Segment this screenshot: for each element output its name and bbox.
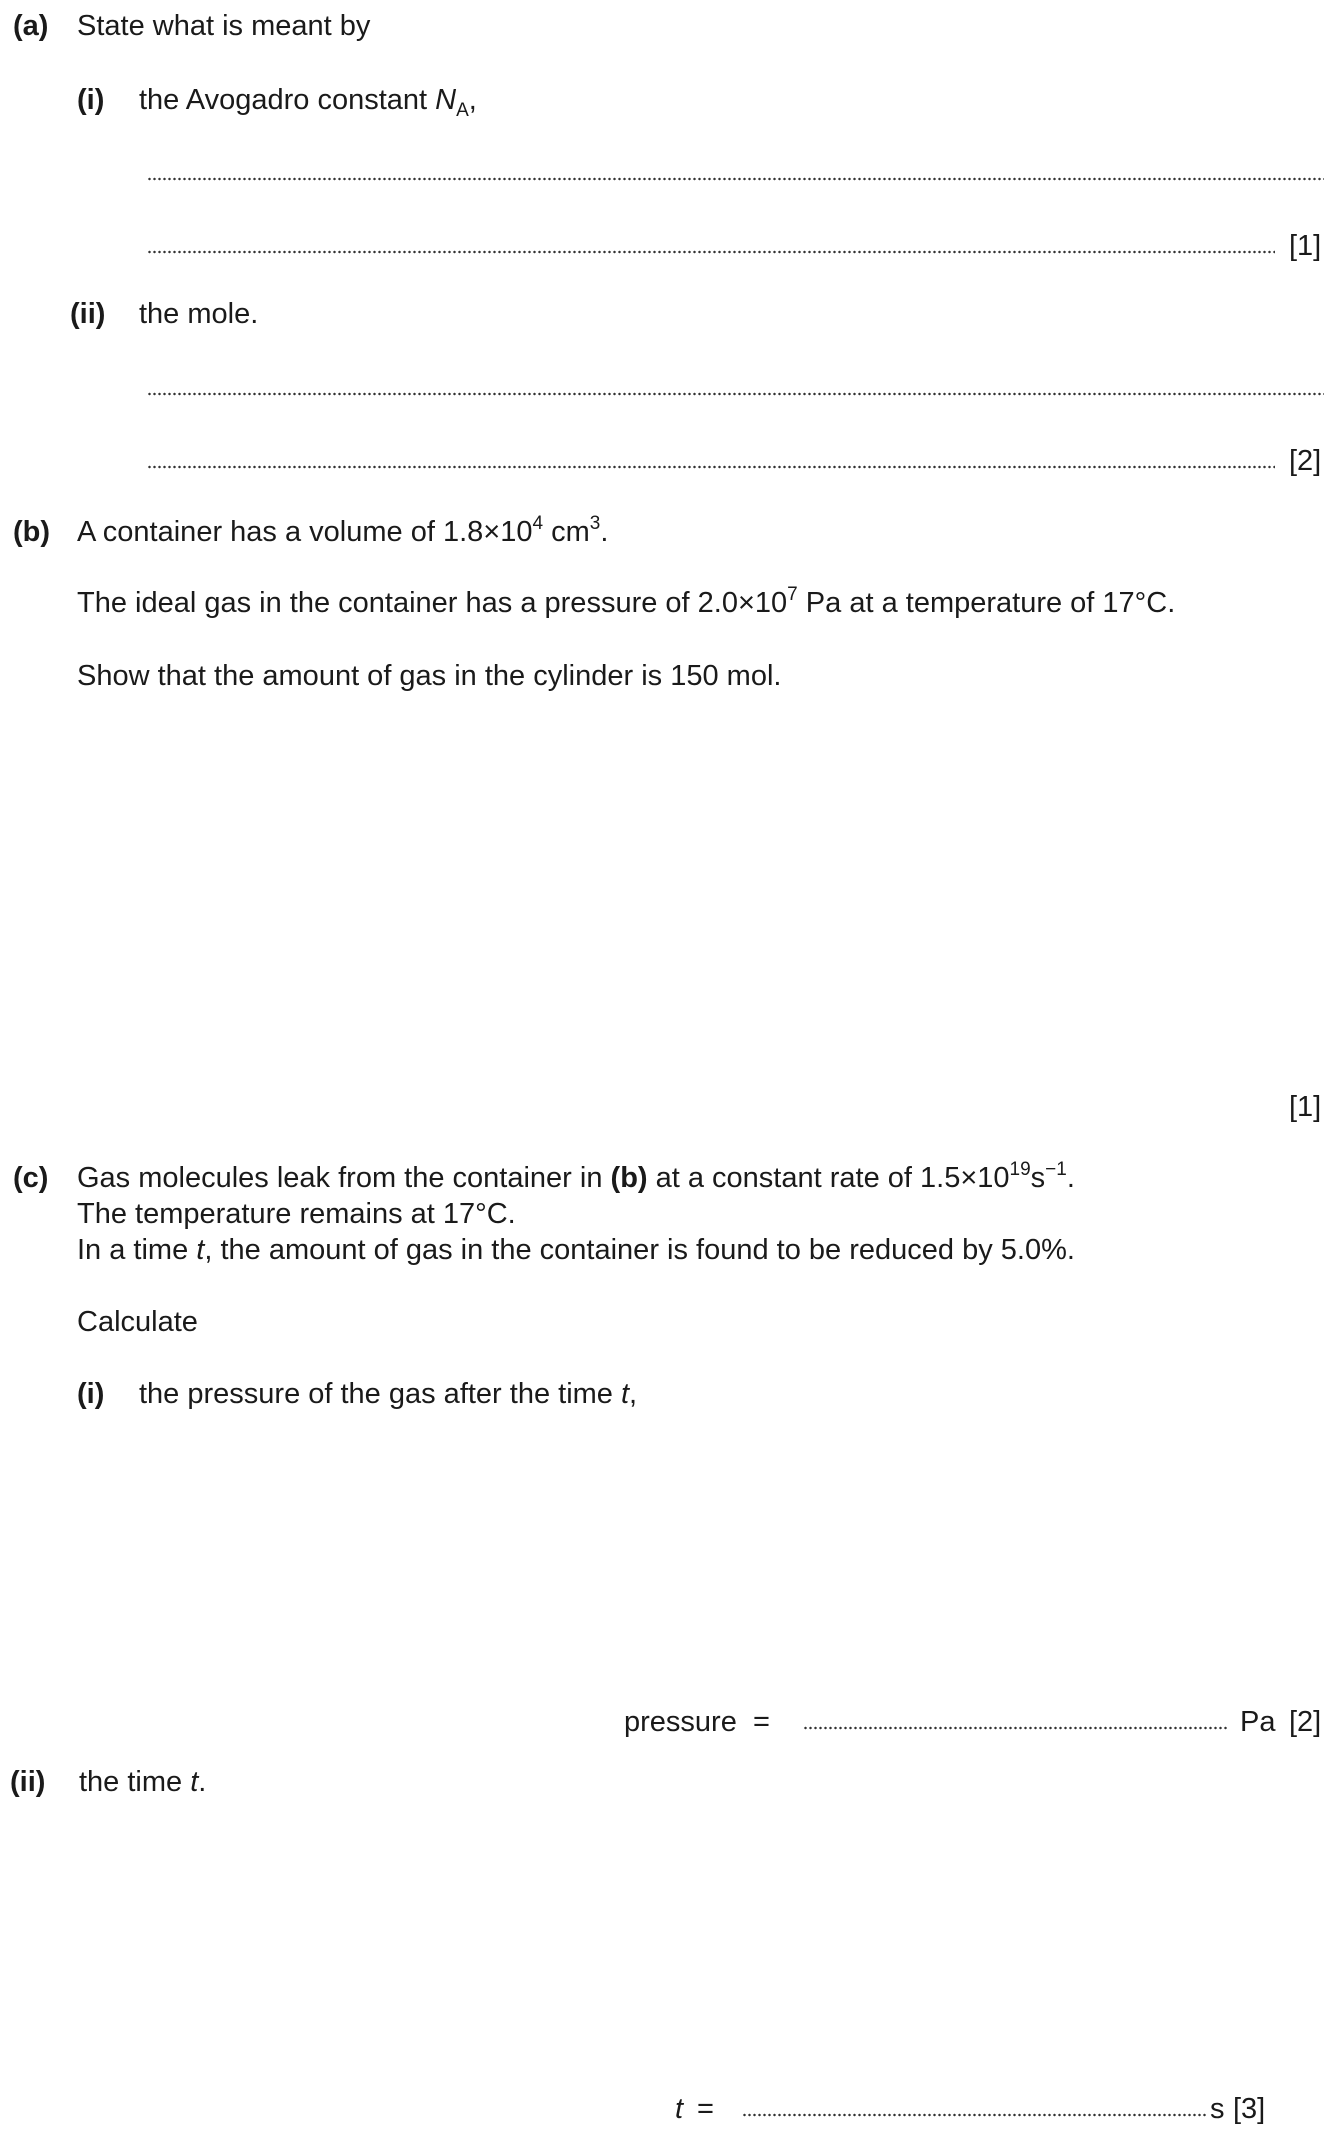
answer-line[interactable] <box>147 177 1324 181</box>
part-c-i-text: the pressure of the gas after the time t, <box>139 1378 638 1410</box>
part-b-line3: Show that the amount of gas in the cylinder is 150 mol. <box>77 660 782 692</box>
time-answer-var: t <box>675 2093 684 2125</box>
time-answer-line[interactable] <box>742 2113 1206 2117</box>
part-c-line2: The temperature remains at 17°C. <box>77 1198 516 1230</box>
marks: [1] <box>1289 1091 1322 1123</box>
part-b-line2: The ideal gas in the container has a pressure of $2.0\times 10^7$ Pa at a temperature of 17°C. <box>77 584 1176 619</box>
part-c-label: (c) <box>13 1162 49 1194</box>
answer-line[interactable] <box>147 392 1324 396</box>
part-c-ii-text: the time t. <box>79 1766 207 1798</box>
part-c-i-label: (i) <box>77 1378 105 1410</box>
pressure-answer-label: pressure = <box>624 1706 770 1738</box>
marks: [2] <box>1289 1706 1322 1738</box>
pressure-unit: Pa <box>1240 1706 1276 1738</box>
part-c-ii-label: (ii) <box>10 1766 46 1798</box>
part-c-line3: In a time t, the amount of gas in the container is found to be reduced by 5.0%. <box>77 1234 1075 1266</box>
part-a-ii-text: the mole. <box>139 298 259 330</box>
answer-line[interactable] <box>147 250 1275 254</box>
part-a-i-label: (i) <box>77 84 105 116</box>
part-b-label: (b) <box>13 516 51 548</box>
part-b-line1: A container has a volume of $1.8\times 10^4$ $cm^3$. <box>77 513 609 548</box>
part-c-line1: Gas molecules leak from the container in (b) at a constant rate of $1.5\times 10^{19}s^{-1}$. <box>77 1159 1075 1194</box>
time-unit: s <box>1210 2093 1225 2125</box>
time-answer-eq: = <box>697 2093 714 2125</box>
part-a-prompt: State what is meant by <box>77 10 371 42</box>
part-c-calculate: Calculate <box>77 1306 198 1338</box>
part-a-i-text: the Avogadro constant $N_A$, <box>139 84 477 121</box>
marks: [1] <box>1289 230 1322 262</box>
answer-line[interactable] <box>147 465 1275 469</box>
part-a-ii-label: (ii) <box>70 298 106 330</box>
marks: [3] <box>1233 2093 1266 2125</box>
pressure-answer-line[interactable] <box>803 1726 1228 1730</box>
marks: [2] <box>1289 445 1322 477</box>
part-a-label: (a) <box>13 10 49 42</box>
